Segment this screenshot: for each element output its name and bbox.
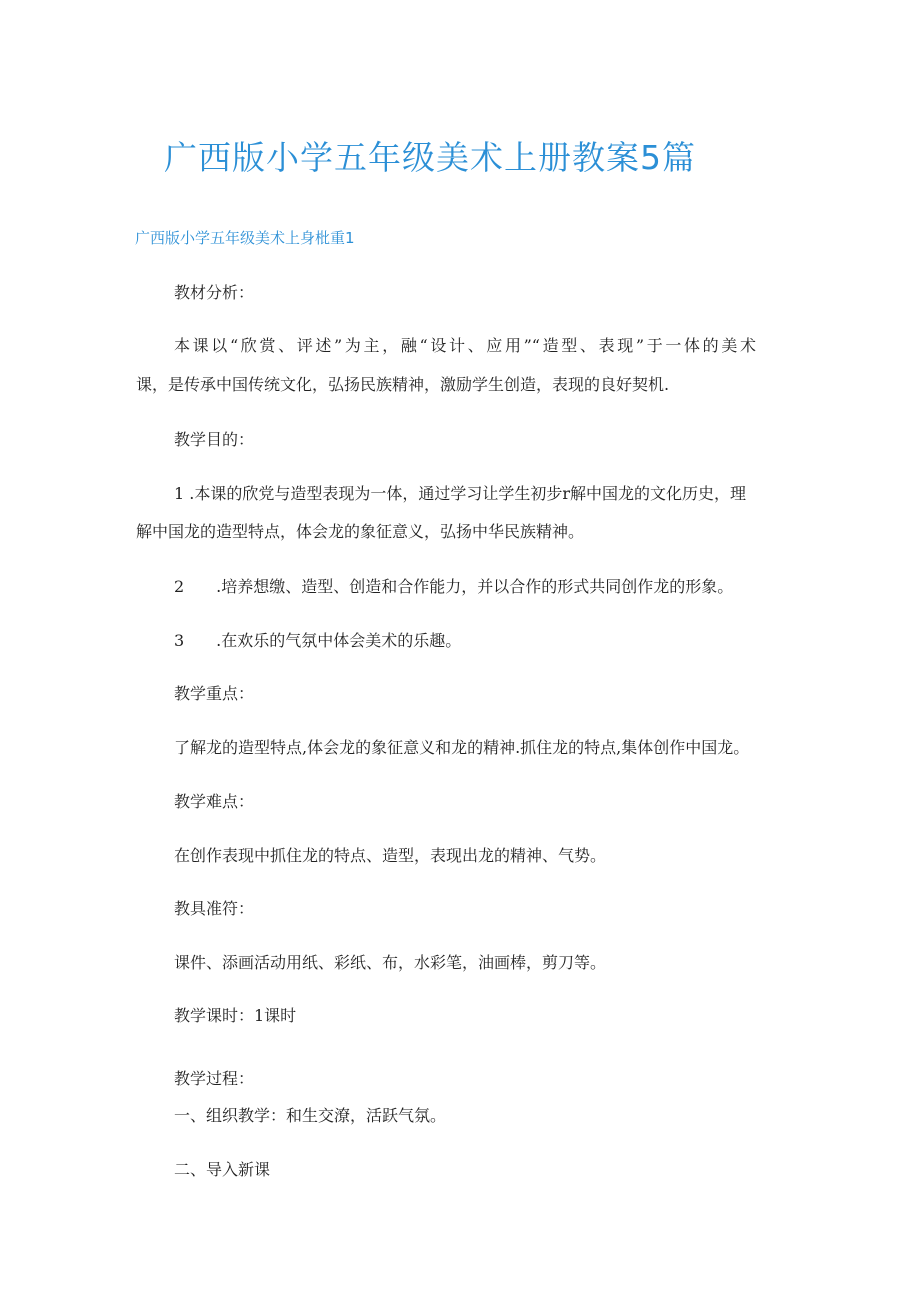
section-heading-difficulties: 教学难点： <box>174 792 255 811</box>
section-heading-teaching-aids: 教具准符： <box>174 899 255 918</box>
process-step-1: 一、组织教学：和生交潦，活跃气氛。 <box>174 1106 447 1125</box>
paragraph-line: 课，是传承中国传统文化，弘扬民族精神，激励学生创造，表现的良好契机. <box>136 375 670 394</box>
paragraph-line: 本课以“欣赏、评述”为主，融“设计、应用”“造型、表现”于一体的美术 <box>174 336 756 355</box>
paragraph-line: 课件、添画活动用纸、彩纸、布，水彩笔，油画棒，剪刀等。 <box>174 953 607 972</box>
paragraph-line: 了解龙的造型特点,体会龙的象征意义和龙的精神.抓住龙的特点,集体创作中国龙。 <box>174 738 750 757</box>
list-item-goal-2: 2 .培养想缴、造型、创造和合作能力，并以合作的形式共同创作龙的形象。 <box>174 577 734 596</box>
document-title: 广西版小学五年级美术上册教案5篇 <box>164 138 696 177</box>
section-heading-teaching-process: 教学过程： <box>174 1069 255 1088</box>
section-heading-key-points: 教学重点： <box>174 684 255 703</box>
section-heading-teaching-goals: 教学目的： <box>174 430 255 449</box>
section-heading-material-analysis: 教材分析： <box>174 283 255 302</box>
list-item-goal-1: 1 .本课的欣党与造型表现为一体，通过学习让学生初步r解中国龙的文化历史，理 <box>174 484 747 503</box>
list-item-goal-1-continued: 解中国龙的造型特点，体会龙的象征意义，弘扬中华民族精神。 <box>136 522 585 541</box>
process-step-2: 二、导入新课 <box>174 1160 271 1179</box>
section-heading-class-hours: 教学课时：1课时 <box>174 1006 297 1025</box>
paragraph-line: 在创作表现中抓住龙的特点、造型，表现出龙的精神、气势。 <box>174 846 607 865</box>
list-item-goal-3: 3 .在欢乐的气氛中体会美术的乐趣。 <box>174 631 462 650</box>
document-subtitle: 广西版小学五年级美术上身枇重1 <box>135 229 355 247</box>
